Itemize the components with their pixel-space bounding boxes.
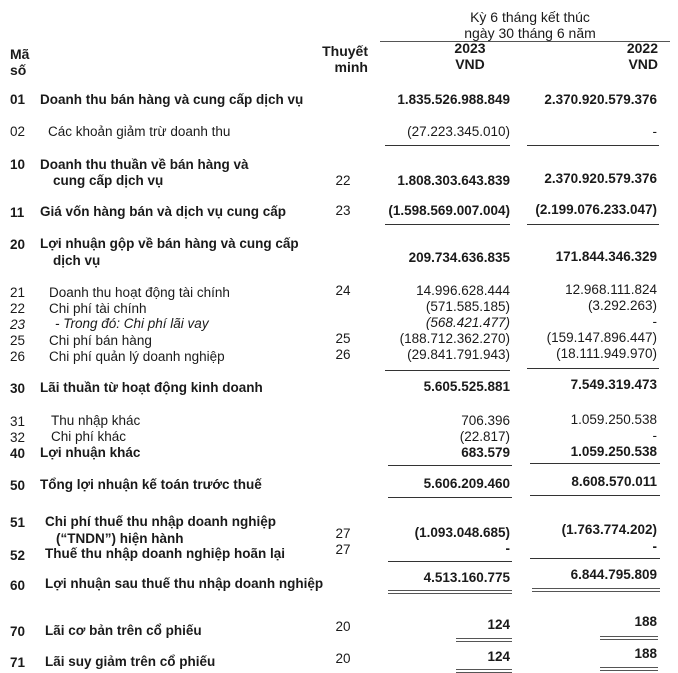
value-2022: (2.199.076.233.047) (535, 202, 657, 217)
value-2022: 188 (634, 614, 657, 629)
row-code: 22 (10, 301, 26, 316)
value-2023: 5.606.209.460 (423, 476, 510, 491)
value-2022: (18.111.949.970) (556, 346, 657, 361)
value-2022: - (652, 124, 657, 139)
value-2023: 5.605.525.881 (423, 379, 510, 394)
subtotal-line (385, 145, 510, 146)
subtotal-line (527, 224, 659, 225)
row-code: 31 (10, 414, 26, 429)
value-2022: - (652, 539, 657, 554)
value-2023: (571.585.185) (425, 299, 510, 314)
value-2023: 706.396 (461, 413, 510, 428)
note-ref: 27 (335, 526, 351, 541)
row-code: 01 (10, 92, 26, 107)
period-header-line2: ngày 30 tháng 6 năm (464, 25, 596, 41)
value-2023: (568.421.477) (425, 315, 510, 330)
row-code: 71 (10, 655, 26, 670)
code-column-header: Mã (10, 46, 30, 62)
row-label-cont: dịch vụ (53, 253, 101, 268)
value-2023: 124 (487, 617, 510, 632)
row-code: 21 (10, 285, 26, 300)
subtotal-line (385, 224, 510, 225)
value-2023: (27.223.345.010) (407, 124, 510, 139)
subtotal-line (527, 145, 659, 146)
value-2023: 124 (487, 649, 510, 664)
row-label: Lợi nhuận gộp về bán hàng và cung cấp (40, 236, 299, 251)
value-2023: - (505, 541, 510, 556)
row-label: Lãi thuần từ hoạt động kinh doanh (40, 380, 263, 395)
note-ref: 27 (335, 542, 351, 557)
value-2022: - (652, 428, 657, 443)
subtotal-line (530, 558, 660, 559)
row-code: 10 (10, 157, 26, 172)
note-ref: 22 (335, 173, 351, 188)
value-2023: (1.598.569.007.004) (388, 203, 510, 218)
row-label: Doanh thu bán hàng và cung cấp dịch vụ (40, 92, 304, 107)
value-2022: 171.844.346.329 (555, 249, 657, 264)
value-2023: (188.712.362.270) (399, 331, 510, 346)
row-label: Chi phí thuế thu nhập doanh nghiệp (45, 514, 276, 529)
row-code: 60 (10, 578, 26, 593)
row-code: 30 (10, 381, 26, 396)
total-double-line (600, 667, 658, 671)
year-2023-header: 2023 (454, 40, 486, 56)
code-column-header-2: số (10, 62, 27, 78)
row-label-cont: cung cấp dịch vụ (53, 173, 164, 188)
row-code: 23 (10, 317, 26, 332)
value-2023: (1.093.048.685) (414, 525, 510, 540)
value-2022: 2.370.920.579.376 (544, 92, 657, 107)
row-label: Chi phí khác (51, 429, 127, 444)
row-code: 50 (10, 478, 26, 493)
value-2023: 1.835.526.988.849 (397, 92, 510, 107)
total-double-line (388, 590, 512, 594)
note-ref: 23 (335, 203, 351, 218)
value-2022: 1.059.250.538 (570, 444, 657, 459)
row-code: 70 (10, 624, 26, 639)
value-2022: 188 (634, 646, 657, 661)
value-2023: 4.513.160.775 (423, 570, 510, 585)
row-label: Lợi nhuận sau thuế thu nhập doanh nghiệp (45, 576, 324, 591)
row-label: Thuế thu nhập doanh nghiệp hoãn lại (45, 546, 285, 561)
value-2022: 12.968.111.824 (565, 282, 657, 297)
note-ref: 24 (335, 283, 351, 298)
total-double-line (600, 636, 658, 640)
year-2022-header: 2022 (626, 40, 658, 56)
row-label: Doanh thu hoạt động tài chính (49, 285, 230, 300)
row-code: 32 (10, 430, 26, 445)
subtotal-line (530, 495, 660, 496)
row-label: Chi phí bán hàng (49, 333, 152, 348)
row-label: Chi phí quản lý doanh nghiệp (49, 349, 225, 364)
row-label: Doanh thu thuần về bán hàng và (40, 157, 249, 172)
row-code: 51 (10, 515, 26, 530)
row-code: 40 (10, 446, 26, 461)
subtotal-line (385, 370, 510, 371)
total-double-line (532, 588, 660, 592)
note-ref: 20 (335, 651, 351, 666)
subtotal-line (530, 463, 660, 464)
value-2023: 683.579 (461, 445, 510, 460)
value-2022: 1.059.250.538 (570, 412, 657, 427)
row-code: 26 (10, 349, 26, 364)
row-label-cont: (“TNDN”) hiện hành (56, 531, 184, 546)
row-label: Lãi cơ bản trên cổ phiếu (45, 623, 202, 638)
subtotal-line (388, 465, 512, 466)
subtotal-line (388, 561, 512, 562)
value-2023: (29.841.791.943) (407, 347, 510, 362)
value-2023: 209.734.636.835 (408, 250, 510, 265)
value-2022: (1.763.774.202) (561, 522, 657, 537)
row-code: 20 (10, 237, 26, 252)
unit-2023-header: VND (455, 56, 485, 72)
row-code: 02 (10, 124, 26, 139)
value-2022: (159.147.896.447) (546, 330, 657, 345)
row-label: Lãi suy giảm trên cổ phiếu (45, 654, 216, 669)
total-double-line (456, 669, 512, 673)
value-2023: (22.817) (459, 429, 510, 444)
unit-2022-header: VND (628, 56, 658, 72)
note-column-header: Thuyết (322, 43, 368, 59)
note-ref: 25 (335, 331, 351, 346)
row-label: - Trong đó: Chi phí lãi vay (55, 316, 209, 331)
note-column-header-2: minh (334, 59, 368, 75)
total-double-line (456, 638, 512, 642)
row-label: Chi phí tài chính (49, 301, 147, 316)
row-code: 11 (10, 205, 25, 220)
row-label: Lợi nhuận khác (40, 445, 141, 460)
row-code: 25 (10, 333, 26, 348)
period-header-line1: Kỳ 6 tháng kết thúc (470, 9, 590, 25)
value-2022: - (652, 314, 657, 329)
value-2022: 8.608.570.011 (571, 474, 657, 489)
note-ref: 20 (335, 619, 351, 634)
value-2022: 2.370.920.579.376 (544, 171, 657, 186)
value-2022: (3.292.263) (587, 298, 657, 313)
note-ref: 26 (335, 347, 351, 362)
value-2022: 6.844.795.809 (570, 567, 657, 582)
value-2022: 7.549.319.473 (570, 377, 657, 392)
subtotal-line (527, 368, 659, 369)
row-label: Giá vốn hàng bán và dịch vụ cung cấp (40, 204, 287, 219)
subtotal-line (388, 497, 512, 498)
row-code: 52 (10, 548, 26, 563)
row-label: Các khoản giảm trừ doanh thu (48, 124, 231, 139)
row-label: Tổng lợi nhuận kế toán trước thuế (40, 477, 262, 492)
row-label: Thu nhập khác (51, 413, 141, 428)
value-2023: 1.808.303.643.839 (397, 173, 510, 188)
value-2023: 14.996.628.444 (416, 283, 510, 298)
